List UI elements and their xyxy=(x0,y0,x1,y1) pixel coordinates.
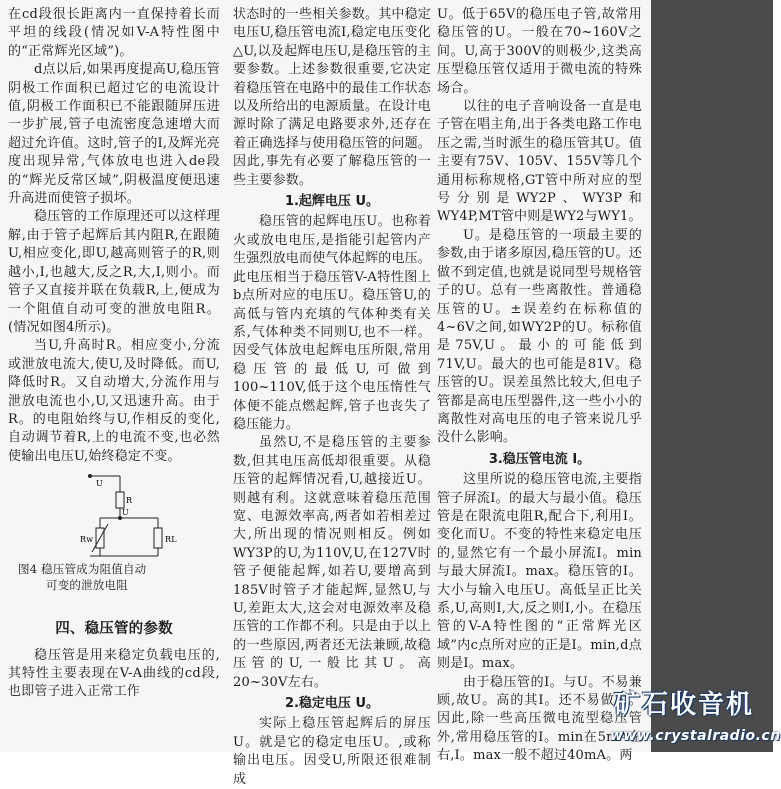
figure-caption-line-2: 可变的泄放电阻 xyxy=(46,578,128,593)
label-r1: R xyxy=(126,496,133,506)
paragraph: 当U,升高时R。相应变小,分流或泄放电流大,使U,及时降低。而U,降低时R。又自动增大,分流作用与泄放电流也小,U,又迅速升高。由于R。的电阻始终与U,作相反的变化,自动调节着R,上的电流不变,也必然使输出电压U,始终稳定不变。 xyxy=(8,338,220,464)
paragraph: 以往的电子音响设备一直是电子管在唱主角,出于各类电路工作电压之需,当时派生的稳压管其U。值主要有75V、105V、155V等几个通用标称规格,GT管中所对应的型号分别是WY2P、WY3P和WY4P,MT管中则是WY2与WY1。 xyxy=(437,99,642,225)
label-uo: U xyxy=(122,508,129,518)
paragraph: 虽然U,不是稳压管的主要参数,但其电压高低却很重要。从稳压管的起辉情况看,U,越接近U。则越有利。这就意味着稳压范围宽、电源效率高,两者如若相差过大,所出现的情况则相反。例如WY3P的U,为110V,U,在127V时管子便能起辉,如若U,要增高到185V时管子才能起辉,显然U,与U,差距太大,这会对电源效率及稳压管的工作都不利。只是由于以上的一些原因,两者还无法兼顾,故稳压管的U,一般比其U。高20~30V左右。 xyxy=(233,435,432,690)
subsection-heading: 2.稳定电压 U。 xyxy=(284,696,380,712)
circuit-diagram xyxy=(8,472,220,560)
subsection-heading: 3.稳压管电流 I。 xyxy=(488,451,591,467)
paragraph: 稳压管是用来稳定负载电压的,其特性主要表现在V-A曲线的cd段,也即管子进入正常工作 xyxy=(8,647,220,700)
subsection-heading: 1.起辉电压 U。 xyxy=(284,194,380,210)
paragraph: 稳压管的起辉电压U。也称着火或放电电压,是指能引起管内产生强烈放电而使气体起辉的电压。此电压相当于稳压管V-A特性图上b点所对应的电压U。稳压管U,的高低与管内充填的气体种类有关系,气体种类不同则U,也不一样。因受气体放电起辉电压所限,常用稳压管的最低U,可做到100~110V,低于这个电压惰性气体便不能点燃起辉,管子也丧失了稳压能力。 xyxy=(233,214,432,432)
section-heading: 四、稳压管的参数 xyxy=(55,621,173,638)
label-rw: Rw xyxy=(80,535,94,545)
figure-4-circuit xyxy=(8,472,220,612)
paragraph: 稳压管的工作原理还可以这样理解,由于管子起辉后其内阻R,在跟随U,相应变化,即U,越高则管子的R,则越小,I,也越大,反之R,大,I,则小。而管子又直接并联在负载R,上,便成为一个阻值自动可变的泄放电阻R。(情况如图4所示)。 xyxy=(8,209,220,335)
label-rl: RL xyxy=(165,535,177,545)
figure-caption: 图4 稳压管成为阻值自动 xyxy=(18,562,147,577)
label-u: U xyxy=(96,479,103,489)
dark-background-margin xyxy=(651,0,773,752)
paragraph: 在cd段很长距离内一直保持着长而平坦的线段(情况如V-A特性图中的“正常辉光区域”)。 xyxy=(8,7,220,59)
paragraph: 实际上稳压管起辉后的屏压U。就是它的稳定电压U。,或称输出电压。因受U,所限还很难制成 xyxy=(233,716,431,787)
paragraph: U。低于65V的稳压电子管,故常用稳压管的U。一般在70~160V之间。U,高于300V的则极少,这类高压型稳压管仅适用于微电流的特殊场合。 xyxy=(437,7,642,96)
paragraph: 状态时的一些相关参数。其中稳定电压U,稳压管电流I,稳定电压变化△U,以及起辉电压U,是稳压管的主要参数。上述参数很重要,它决定着稳压管在电路中的最佳工作状态以及所给出的电源质量。在设计电源时除了满足电路要求外,还存在着正确选择与使用稳压管的问题。因此,事先有必要了解稳压管的一些主要参数。 xyxy=(233,7,432,188)
watermark-logo xyxy=(588,684,781,752)
paragraph: 由于稳压管的I。与U。不易兼顾,故U。高的其I。还不易做大。因此,除一些高压微电流型稳压管外,常用稳压管的I。min在5mA左右,I。max一般不超过40mA。两 xyxy=(437,674,642,764)
paragraph: d点以后,如果再度提高U,稳压管阴极工作面积已超过它的电流设计值,阴极工作面积已不能跟随屏压进一步扩展,管子电流密度急速增大而超过允许值。这时,管子的I,及辉光亮度出现异常,气体放电也进入de段的“辉光反常区域”,阴极温度便迅速升高进而使管子损坏。 xyxy=(8,62,221,207)
paragraph: 这里所说的稳压管电流,主要指管子屏流I。的最大与最小值。稳压管是在限流电阻R,配合下,利用I。变化而U。不变的特性来稳定电压的,显然它有一个最小屏流I。min与最大屏流I。max。稳压管的I。大小与输入电压U。高低呈正比关系,U,高则I,大,反之则I,小。在稳压管的V-A特性图的“正常辉光区域”内c点所对应的正是I。min,d点则是I。max。 xyxy=(437,472,642,672)
column-3 xyxy=(437,6,642,766)
watermark-title: 矿石收音机 xyxy=(614,690,755,720)
watermark-url: www.crystalradio.cn xyxy=(610,728,781,744)
column-2 xyxy=(233,6,431,789)
paragraph: U。是稳压管的一项最主要的参数,由于诸多原因,稳压管的U。还做不到定值,也就是说同型号规格管子的U。总有一些离散性。普通稳压管的U。±误差约在标称值的4~6V之间,如WY2P的U。标称值是75V,U。最小的可能低到71V,U。最大的也可能是81V。稳压管的U。误差虽然比较大,但电子管都是高电压型器件,这一些小小的离散性对高电压的电子管来说几乎没什么影响。 xyxy=(437,227,642,446)
column-1 xyxy=(8,6,220,702)
